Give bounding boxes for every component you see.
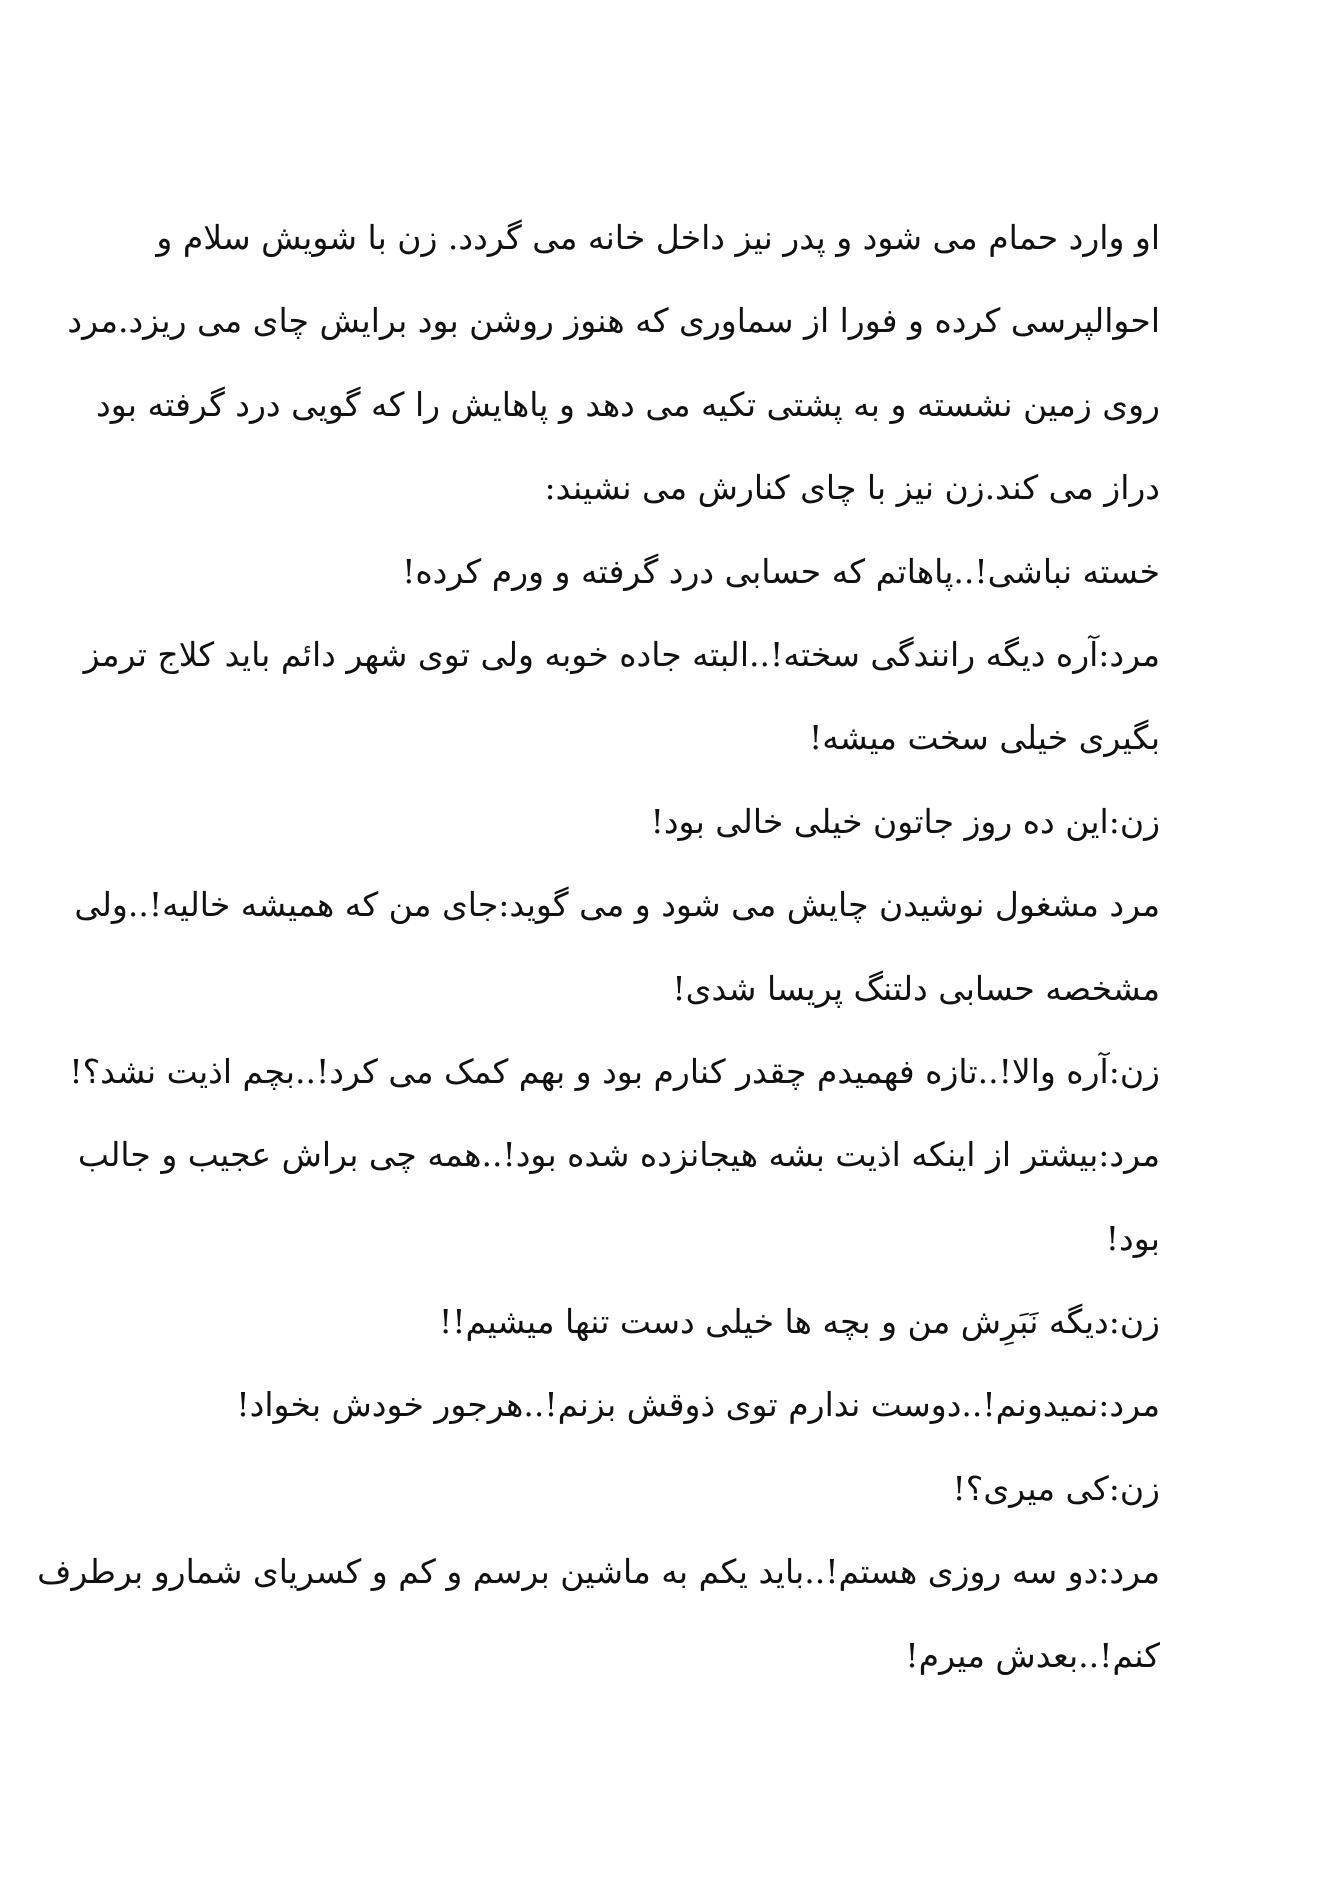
text-line-10: مشخصه حسابی دلتنگ پریسا شدی! [672, 968, 1160, 1008]
text-line-6: مرد:آره دیگه رانندگی سخته!..البته جاده خوبه ولی توی شهر دائم باید کلاج ترمز [83, 634, 1160, 674]
text-line-12: مرد:بیشتر از اینکه اذیت بشه هیجانزده شده بود!..همه چی براش عجیب و جالب [77, 1135, 1160, 1175]
text-line-8: زن:این ده روز جاتون خیلی خالی بود! [650, 801, 1160, 841]
text-line-15: مرد:نمیدونم!..دوست ندارم توی ذوقش بزنم!..هرجور خودش بخواد! [236, 1385, 1160, 1425]
body-text [37, 210, 1160, 1711]
text-line-9: مرد مشغول نوشیدن چایش می شود و می گوید:جای من که همیشه خالیه!..ولی [74, 885, 1160, 925]
text-line-5: خسته نباشی!..پاهاتم که حسابی درد گرفته و ورم کرده! [402, 551, 1160, 591]
text-line-17: مرد:دو سه روزی هستم!..باید یکم به ماشین برسم و کم و کسریای شمارو برطرف [37, 1552, 1160, 1592]
text-line-7: بگیری خیلی سخت میشه! [808, 718, 1160, 758]
text-line-3: روی زمین نشسته و به پشتی تکیه می دهد و پاهایش را که گویی درد گرفته بود [96, 384, 1160, 424]
text-line-2: احوالپرسی کرده و فورا از سماوری که هنوز روشن بود برایش چای می ریزد.مرد [67, 301, 1160, 341]
text-line-13: بود! [1105, 1218, 1160, 1258]
text-line-14: زن:دیگه نَبَرِش من و بچه ها خیلی دست تنها میشیم!! [439, 1302, 1160, 1342]
text-line-4: دراز می کند.زن نیز با چای کنارش می نشیند: [544, 468, 1160, 508]
text-line-18: کنم!..بعدش میرم! [905, 1635, 1160, 1675]
text-line-1: او وارد حمام می شود و پدر نیز داخل خانه می گردد. زن با شویش سلام و [156, 218, 1160, 257]
text-line-11: زن:آره والا!..تازه فهمیدم چقدر کنارم بود و بهم کمک می کرد!..بچم اذیت نشد؟! [69, 1051, 1160, 1091]
text-line-16: زن:کی میری؟! [952, 1468, 1160, 1508]
